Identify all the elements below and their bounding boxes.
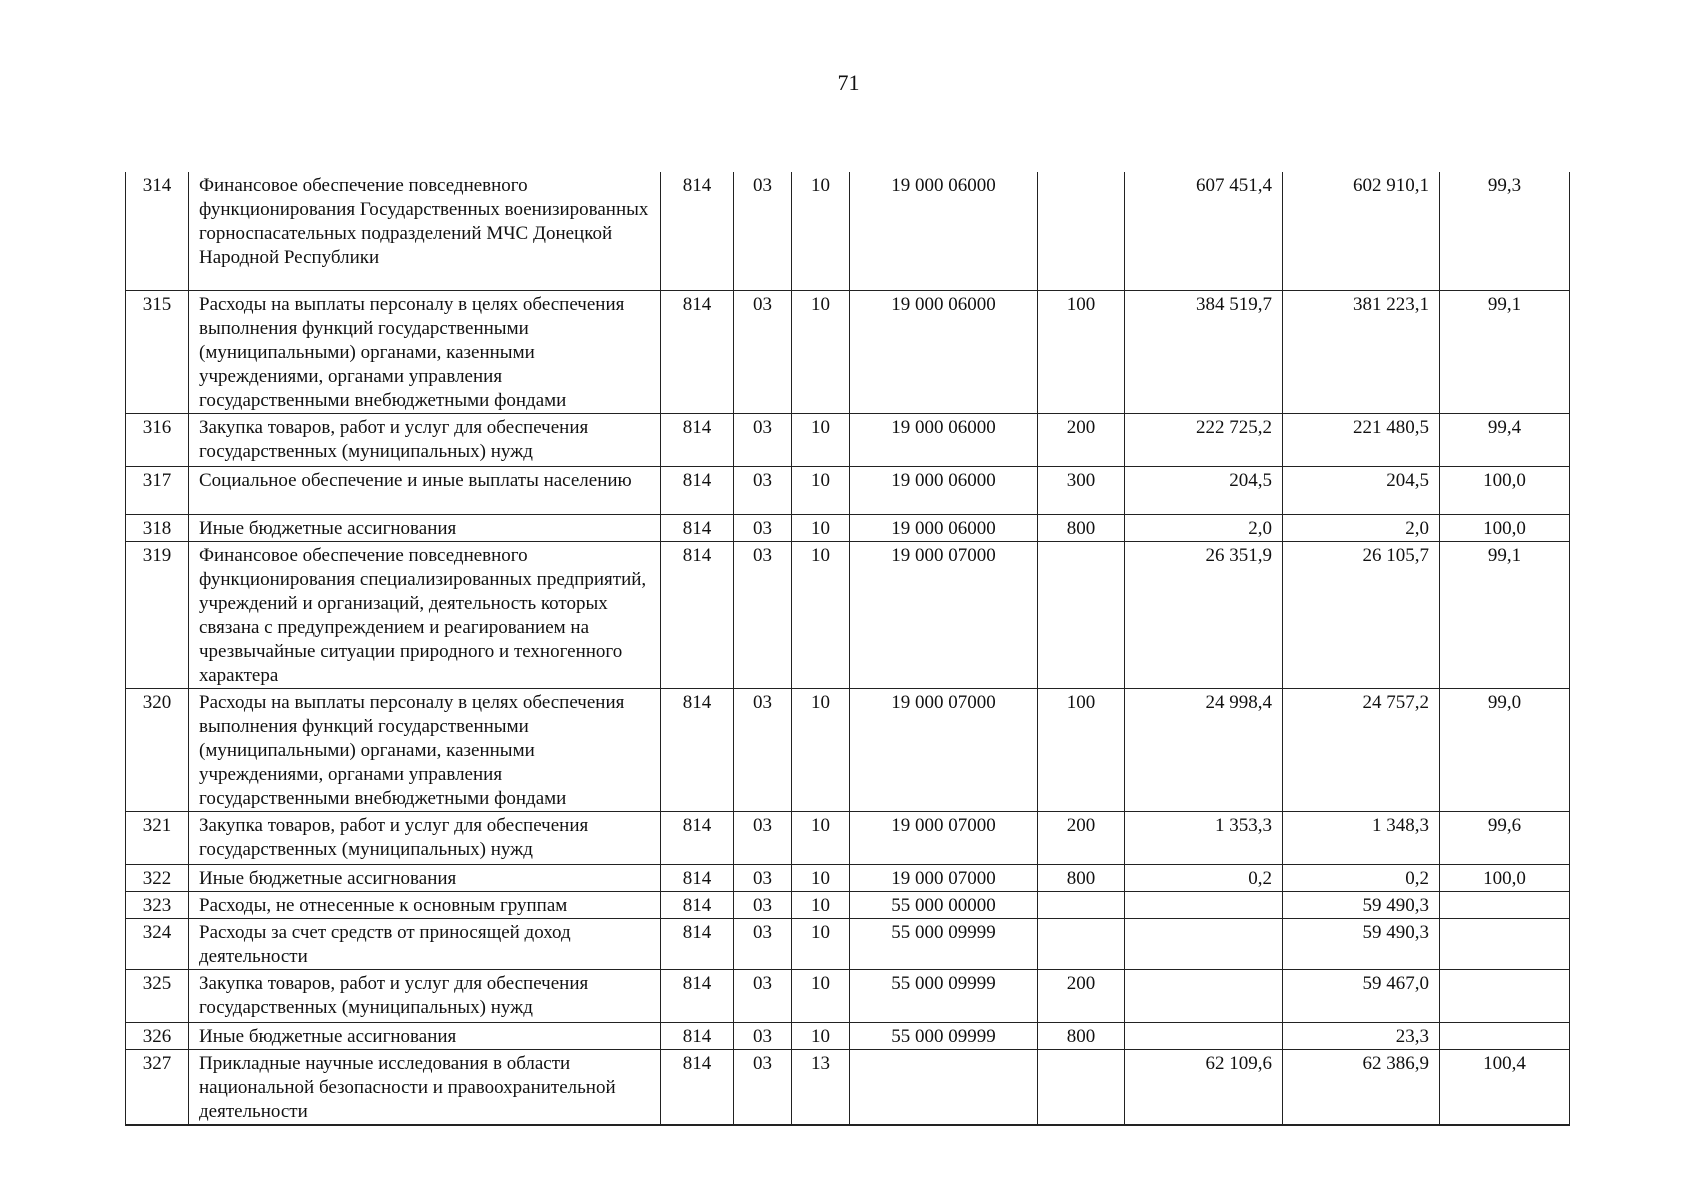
planned-amount-cell: 0,2: [1125, 864, 1283, 891]
table-row: [126, 891, 1570, 918]
row-number-cell: 318: [126, 514, 189, 541]
expense-name-cell: Социальное обеспечение и иные выплаты населению: [189, 466, 661, 514]
expense-name-cell: Иные бюджетные ассигнования: [189, 864, 661, 891]
actual-amount-cell: 59 490,3: [1283, 891, 1440, 918]
subsection-code-cell: 10: [792, 466, 850, 514]
subsection-code-cell: 10: [792, 1022, 850, 1049]
expense-type-cell: 200: [1038, 811, 1125, 864]
expense-type-cell: 300: [1038, 466, 1125, 514]
target-article-cell: 55 000 09999: [850, 1022, 1038, 1049]
actual-amount-cell: 59 490,3: [1283, 918, 1440, 969]
subsection-code-cell: 10: [792, 413, 850, 466]
expense-name-cell: Закупка товаров, работ и услуг для обеспечения государственных (муниципальных) нужд: [189, 811, 661, 864]
section-code-cell: 03: [734, 290, 792, 413]
planned-amount-cell: 204,5: [1125, 466, 1283, 514]
subsection-code-cell: 10: [792, 541, 850, 688]
page-number: 71: [837, 70, 860, 95]
row-number-cell: 319: [126, 541, 189, 688]
row-number-cell: 326: [126, 1022, 189, 1049]
planned-amount-cell: 26 351,9: [1125, 541, 1283, 688]
ministry-code-cell: 814: [661, 466, 734, 514]
target-article-cell: 19 000 07000: [850, 541, 1038, 688]
expense-name-cell: Расходы за счет средств от приносящей доход деятельности: [189, 918, 661, 969]
subsection-code-cell: 10: [792, 918, 850, 969]
section-code-cell: 03: [734, 466, 792, 514]
target-article-cell: 19 000 07000: [850, 811, 1038, 864]
subsection-code-cell: 10: [792, 811, 850, 864]
ministry-code-cell: 814: [661, 514, 734, 541]
expense-name-cell: Расходы, не отнесенные к основным группам: [189, 891, 661, 918]
section-code-cell: 03: [734, 172, 792, 290]
planned-amount-cell: 62 109,6: [1125, 1049, 1283, 1125]
execution-percent-cell: 99,3: [1440, 172, 1570, 290]
section-code-cell: 03: [734, 514, 792, 541]
expense-name-cell: Иные бюджетные ассигнования: [189, 1022, 661, 1049]
target-article-cell: 19 000 06000: [850, 466, 1038, 514]
execution-percent-cell: 99,0: [1440, 688, 1570, 811]
ministry-code-cell: 814: [661, 1022, 734, 1049]
target-article-cell: 19 000 07000: [850, 864, 1038, 891]
expense-name-cell: Закупка товаров, работ и услуг для обеспечения государственных (муниципальных) нужд: [189, 413, 661, 466]
planned-amount-cell: 2,0: [1125, 514, 1283, 541]
row-number-cell: 315: [126, 290, 189, 413]
section-code-cell: 03: [734, 1022, 792, 1049]
expense-type-cell: 800: [1038, 514, 1125, 541]
table-row: [126, 1049, 1570, 1125]
table-row: [126, 413, 1570, 466]
planned-amount-cell: 1 353,3: [1125, 811, 1283, 864]
section-code-cell: 03: [734, 891, 792, 918]
target-article-cell: 55 000 09999: [850, 918, 1038, 969]
table-row: [126, 969, 1570, 1022]
subsection-code-cell: 10: [792, 172, 850, 290]
table-row: [126, 514, 1570, 541]
subsection-code-cell: 10: [792, 290, 850, 413]
section-code-cell: 03: [734, 918, 792, 969]
execution-percent-cell: 99,1: [1440, 290, 1570, 413]
expense-type-cell: 800: [1038, 864, 1125, 891]
row-number-cell: 324: [126, 918, 189, 969]
execution-percent-cell: 100,4: [1440, 1049, 1570, 1125]
target-article-cell: 19 000 06000: [850, 290, 1038, 413]
subsection-code-cell: 13: [792, 1049, 850, 1125]
ministry-code-cell: 814: [661, 811, 734, 864]
planned-amount-cell: 24 998,4: [1125, 688, 1283, 811]
row-number-cell: 314: [126, 172, 189, 290]
row-number-cell: 323: [126, 891, 189, 918]
row-number-cell: 325: [126, 969, 189, 1022]
expense-name-cell: Финансовое обеспечение повседневного функционирования Государственных военизированных горноспасательных подразделений МЧС Донецкой Народной Республики: [189, 172, 661, 290]
actual-amount-cell: 24 757,2: [1283, 688, 1440, 811]
section-code-cell: 03: [734, 541, 792, 688]
expense-type-cell: [1038, 1049, 1125, 1125]
expense-type-cell: [1038, 918, 1125, 969]
actual-amount-cell: 381 223,1: [1283, 290, 1440, 413]
planned-amount-cell: [1125, 1022, 1283, 1049]
table-row: [126, 541, 1570, 688]
budget-table: [125, 172, 1570, 1126]
table-row: [126, 290, 1570, 413]
table-row: [126, 864, 1570, 891]
actual-amount-cell: 2,0: [1283, 514, 1440, 541]
ministry-code-cell: 814: [661, 1049, 734, 1125]
actual-amount-cell: 0,2: [1283, 864, 1440, 891]
planned-amount-cell: [1125, 891, 1283, 918]
execution-percent-cell: 99,6: [1440, 811, 1570, 864]
section-code-cell: 03: [734, 688, 792, 811]
expense-type-cell: 200: [1038, 413, 1125, 466]
row-number-cell: 321: [126, 811, 189, 864]
row-number-cell: 317: [126, 466, 189, 514]
planned-amount-cell: [1125, 969, 1283, 1022]
actual-amount-cell: 26 105,7: [1283, 541, 1440, 688]
row-number-cell: 320: [126, 688, 189, 811]
execution-percent-cell: [1440, 1022, 1570, 1049]
ministry-code-cell: 814: [661, 688, 734, 811]
expense-type-cell: 800: [1038, 1022, 1125, 1049]
execution-percent-cell: 99,1: [1440, 541, 1570, 688]
ministry-code-cell: 814: [661, 918, 734, 969]
target-article-cell: 55 000 09999: [850, 969, 1038, 1022]
ministry-code-cell: 814: [661, 172, 734, 290]
subsection-code-cell: 10: [792, 514, 850, 541]
table-row: [126, 688, 1570, 811]
row-number-cell: 316: [126, 413, 189, 466]
ministry-code-cell: 814: [661, 290, 734, 413]
actual-amount-cell: 23,3: [1283, 1022, 1440, 1049]
table-row: [126, 1022, 1570, 1049]
section-code-cell: 03: [734, 413, 792, 466]
expense-name-cell: Расходы на выплаты персоналу в целях обеспечения выполнения функций государственными (муниципальными) органами, казенными учреждениями, органами управления государственными внебюджетными фондами: [189, 290, 661, 413]
section-code-cell: 03: [734, 864, 792, 891]
ministry-code-cell: 814: [661, 864, 734, 891]
execution-percent-cell: 99,4: [1440, 413, 1570, 466]
table-row: [126, 811, 1570, 864]
expense-type-cell: 200: [1038, 969, 1125, 1022]
actual-amount-cell: 59 467,0: [1283, 969, 1440, 1022]
expense-type-cell: [1038, 541, 1125, 688]
execution-percent-cell: [1440, 891, 1570, 918]
target-article-cell: 19 000 07000: [850, 688, 1038, 811]
table-row: [126, 466, 1570, 514]
actual-amount-cell: 221 480,5: [1283, 413, 1440, 466]
ministry-code-cell: 814: [661, 969, 734, 1022]
ministry-code-cell: 814: [661, 891, 734, 918]
actual-amount-cell: 62 386,9: [1283, 1049, 1440, 1125]
section-code-cell: 03: [734, 969, 792, 1022]
table-row: [126, 918, 1570, 969]
target-article-cell: 19 000 06000: [850, 514, 1038, 541]
target-article-cell: 55 000 00000: [850, 891, 1038, 918]
subsection-code-cell: 10: [792, 891, 850, 918]
planned-amount-cell: 384 519,7: [1125, 290, 1283, 413]
target-article-cell: 19 000 06000: [850, 172, 1038, 290]
expense-name-cell: Расходы на выплаты персоналу в целях обеспечения выполнения функций государственными (муниципальными) органами, казенными учреждениями, органами управления государственными внебюджетными фондами: [189, 688, 661, 811]
planned-amount-cell: 607 451,4: [1125, 172, 1283, 290]
subsection-code-cell: 10: [792, 969, 850, 1022]
ministry-code-cell: 814: [661, 413, 734, 466]
expense-name-cell: Прикладные научные исследования в области национальной безопасности и правоохранительной деятельности: [189, 1049, 661, 1125]
table-row: [126, 172, 1570, 290]
execution-percent-cell: [1440, 969, 1570, 1022]
expense-name-cell: Закупка товаров, работ и услуг для обеспечения государственных (муниципальных) нужд: [189, 969, 661, 1022]
execution-percent-cell: 100,0: [1440, 466, 1570, 514]
row-number-cell: 322: [126, 864, 189, 891]
ministry-code-cell: 814: [661, 541, 734, 688]
execution-percent-cell: [1440, 918, 1570, 969]
execution-percent-cell: 100,0: [1440, 864, 1570, 891]
expense-name-cell: Иные бюджетные ассигнования: [189, 514, 661, 541]
section-code-cell: 03: [734, 1049, 792, 1125]
subsection-code-cell: 10: [792, 864, 850, 891]
expense-type-cell: 100: [1038, 688, 1125, 811]
expense-type-cell: [1038, 891, 1125, 918]
planned-amount-cell: [1125, 918, 1283, 969]
row-number-cell: 327: [126, 1049, 189, 1125]
target-article-cell: 19 000 06000: [850, 413, 1038, 466]
actual-amount-cell: 602 910,1: [1283, 172, 1440, 290]
expense-name-cell: Финансовое обеспечение повседневного функционирования специализированных предприятий, учреждений и организаций, деятельность которых связана с предупреждением и реагированием на чрезвычайные ситуации природного и техногенного характера: [189, 541, 661, 688]
planned-amount-cell: 222 725,2: [1125, 413, 1283, 466]
actual-amount-cell: 204,5: [1283, 466, 1440, 514]
expense-type-cell: 100: [1038, 290, 1125, 413]
expense-type-cell: [1038, 172, 1125, 290]
execution-percent-cell: 100,0: [1440, 514, 1570, 541]
table-body: [126, 172, 1570, 1125]
subsection-code-cell: 10: [792, 688, 850, 811]
target-article-cell: [850, 1049, 1038, 1125]
actual-amount-cell: 1 348,3: [1283, 811, 1440, 864]
section-code-cell: 03: [734, 811, 792, 864]
